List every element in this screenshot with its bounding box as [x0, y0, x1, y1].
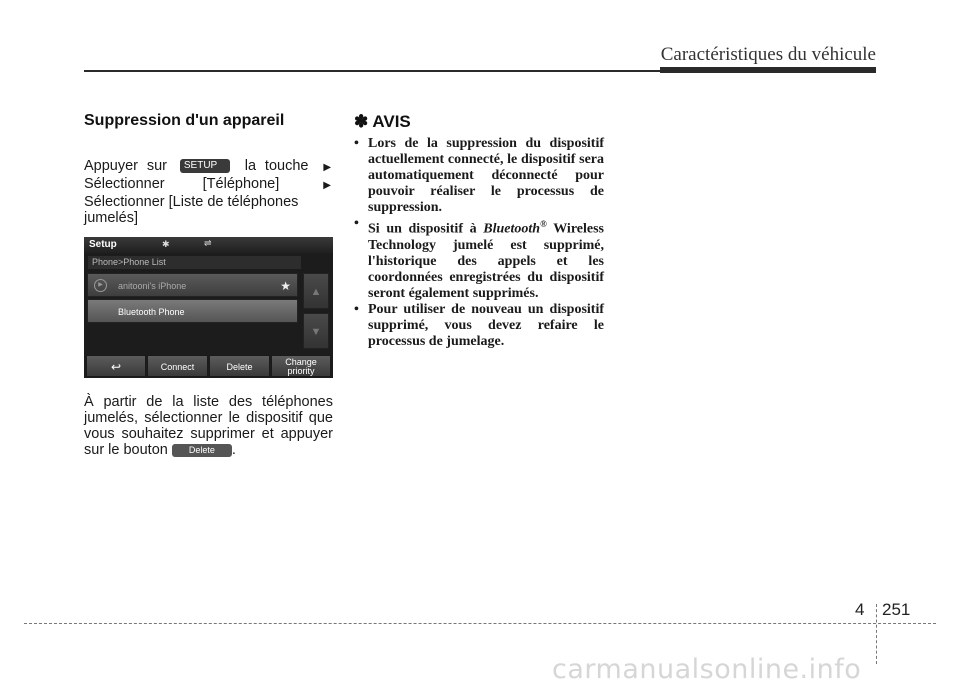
notice-title: ✽ AVIS [354, 112, 411, 131]
chapter-number: 4 [855, 600, 865, 619]
notice-item: • Pour utiliser de nouveau un dispositif supprimé, vous devez refaire le processus de jumelage. [354, 302, 604, 350]
notice-text: Wireless Technology jumelé est supprimé, l'historique des appels et les coordonnées enregistrées du dispositif seront également supprimés. [368, 221, 604, 301]
arrow-right-icon: ▶ [323, 162, 332, 173]
instruction-text: la touche [244, 158, 309, 174]
header-rule [84, 70, 660, 72]
device-name: anitooni's iPhone [118, 281, 187, 291]
section-title: Suppression d'un appareil [84, 112, 285, 129]
notice-text: Si un dispositif à [368, 221, 477, 237]
arrow-up-icon[interactable]: ▲ [303, 273, 329, 309]
punctuation: . [231, 442, 236, 458]
device-row-selected[interactable] [87, 299, 298, 323]
instruction-text: Sélectionner [Téléphone] [84, 176, 280, 192]
notice-item: • Lors de la suppression du dispositif actuellement connecté, le dispositif sera automatiquement déconnecté pour pouvoir réaliser le processus de suppression. [354, 136, 604, 216]
chapter-header-title: Caractéristiques du véhicule [660, 44, 876, 65]
instruction-text: Appuyer sur [84, 158, 168, 174]
instruction-line-1 [84, 158, 333, 176]
device-row[interactable] [87, 273, 298, 297]
device-name: Bluetooth Phone [118, 307, 185, 317]
button-label: Change [285, 357, 317, 367]
setup-screen-image [84, 237, 333, 378]
back-button[interactable]: ↩ [86, 355, 146, 377]
usb-icon: ⇌ [204, 238, 212, 248]
instruction-line-3: Sélectionner [Liste de téléphones jumelés] [84, 194, 299, 226]
watermark: carmanualsonline.info [552, 654, 862, 685]
instruction-paragraph [84, 158, 333, 226]
star-icon: ★ [280, 279, 291, 293]
delete-instruction-text: À partir de la liste des téléphones jumelés, sélectionner le dispositif que vous souhaitez supprimer et appuyer sur le bouton [84, 394, 333, 458]
delete-key-badge: Delete [172, 444, 232, 457]
screen-status-bar [84, 237, 333, 253]
setup-key-badge: SETUP [180, 159, 230, 173]
play-icon: ▶ [94, 279, 107, 292]
connect-button[interactable]: Connect [147, 355, 208, 377]
bluetooth-brand: Bluetooth [483, 221, 541, 237]
arrow-down-icon[interactable]: ▼ [303, 313, 329, 349]
instruction-line-2 [84, 176, 333, 194]
notice-item [354, 216, 604, 302]
delete-paragraph [84, 394, 333, 458]
footer-divider [876, 604, 877, 664]
registered-mark: ® [540, 219, 547, 229]
screen-title: Setup [89, 239, 117, 250]
button-label: priority [287, 366, 315, 376]
bluetooth-icon: ✱ [162, 239, 170, 249]
delete-button[interactable]: Delete [209, 355, 270, 377]
footer-rule [24, 623, 936, 624]
page-number: 251 [882, 600, 911, 619]
change-priority-button[interactable] [271, 355, 331, 377]
arrow-right-icon: ▶ [323, 180, 331, 191]
notice-list [354, 136, 604, 350]
screen-breadcrumb: Phone>Phone List [88, 256, 301, 269]
header-rule-accent [660, 67, 876, 73]
